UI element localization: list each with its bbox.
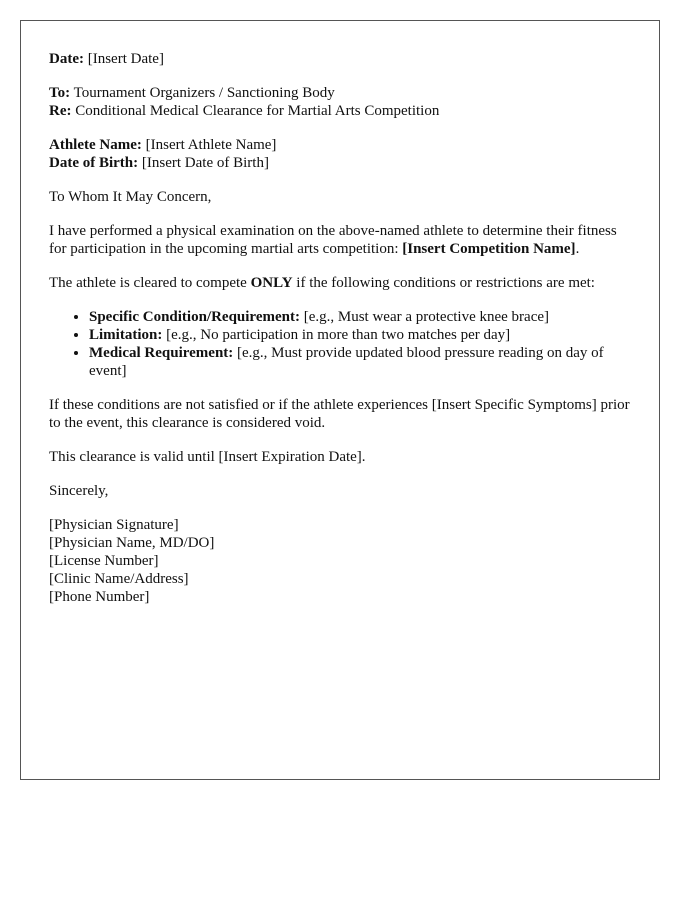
conditions-intro-end: if the following conditions or restrictions are met:	[292, 275, 595, 291]
condition-label: Specific Condition/Requirement:	[89, 309, 300, 325]
void-paragraph: If these conditions are not satisfied or if the athlete experiences [Insert Specific Symptoms] prior to the event, this clearance is considered void.	[49, 397, 630, 431]
condition-text: [e.g., Must wear a protective knee brace]	[303, 309, 550, 325]
physician-name: [Physician Name, MD/DO]	[49, 535, 215, 551]
athlete-name-value: [Insert Athlete Name]	[145, 137, 277, 153]
condition-item	[89, 344, 631, 380]
re-line	[49, 102, 631, 120]
condition-label: Medical Requirement:	[89, 345, 234, 361]
date-label: Date:	[49, 51, 84, 67]
examination-end: .	[575, 241, 580, 257]
conditions-only-emphasis: ONLY	[250, 275, 293, 291]
condition-text: [e.g., Must provide updated blood pressure reading on day of event]	[89, 345, 604, 379]
condition-item	[89, 308, 631, 326]
date-of-birth-label: Date of Birth:	[49, 155, 139, 171]
re-value: Conditional Medical Clearance for Martial Arts Competition	[75, 103, 440, 119]
clinic-address: [Clinic Name/Address]	[49, 571, 189, 587]
athlete-name-line	[49, 136, 631, 154]
to-line	[49, 84, 631, 102]
condition-item	[89, 326, 631, 344]
competition-name: [Insert Competition Name]	[402, 241, 576, 257]
re-label: Re:	[49, 103, 72, 119]
to-label: To:	[49, 85, 71, 101]
license-number: [License Number]	[49, 553, 159, 569]
physician-signature: [Physician Signature]	[49, 517, 179, 533]
athlete-name-label: Athlete Name:	[49, 137, 142, 153]
conditions-intro-start: The athlete is cleared to compete	[49, 275, 251, 291]
to-value: Tournament Organizers / Sanctioning Body	[73, 85, 335, 101]
examination-paragraph	[49, 222, 631, 258]
date-of-birth-value: [Insert Date of Birth]	[141, 155, 269, 171]
athlete-block	[49, 136, 631, 172]
condition-label: Limitation:	[89, 327, 163, 343]
conditions-intro	[49, 274, 631, 292]
closing: Sincerely,	[49, 483, 109, 499]
date-of-birth-line	[49, 154, 631, 172]
validity-paragraph: This clearance is valid until [Insert Expiration Date].	[49, 449, 366, 465]
examination-text: I have performed a physical examination on the above-named athlete to determine their fitness for participation in the upcoming martial arts competition:	[49, 223, 617, 257]
clearance-letter	[20, 20, 660, 780]
condition-text: [e.g., No participation in more than two matches per day]	[166, 327, 511, 343]
date-value: [Insert Date]	[87, 51, 164, 67]
salutation: To Whom It May Concern,	[49, 189, 212, 205]
addressee-block	[49, 84, 631, 120]
signature-block	[49, 516, 631, 606]
conditions-list	[49, 308, 631, 380]
date-line	[49, 50, 631, 68]
phone-number: [Phone Number]	[49, 589, 150, 605]
